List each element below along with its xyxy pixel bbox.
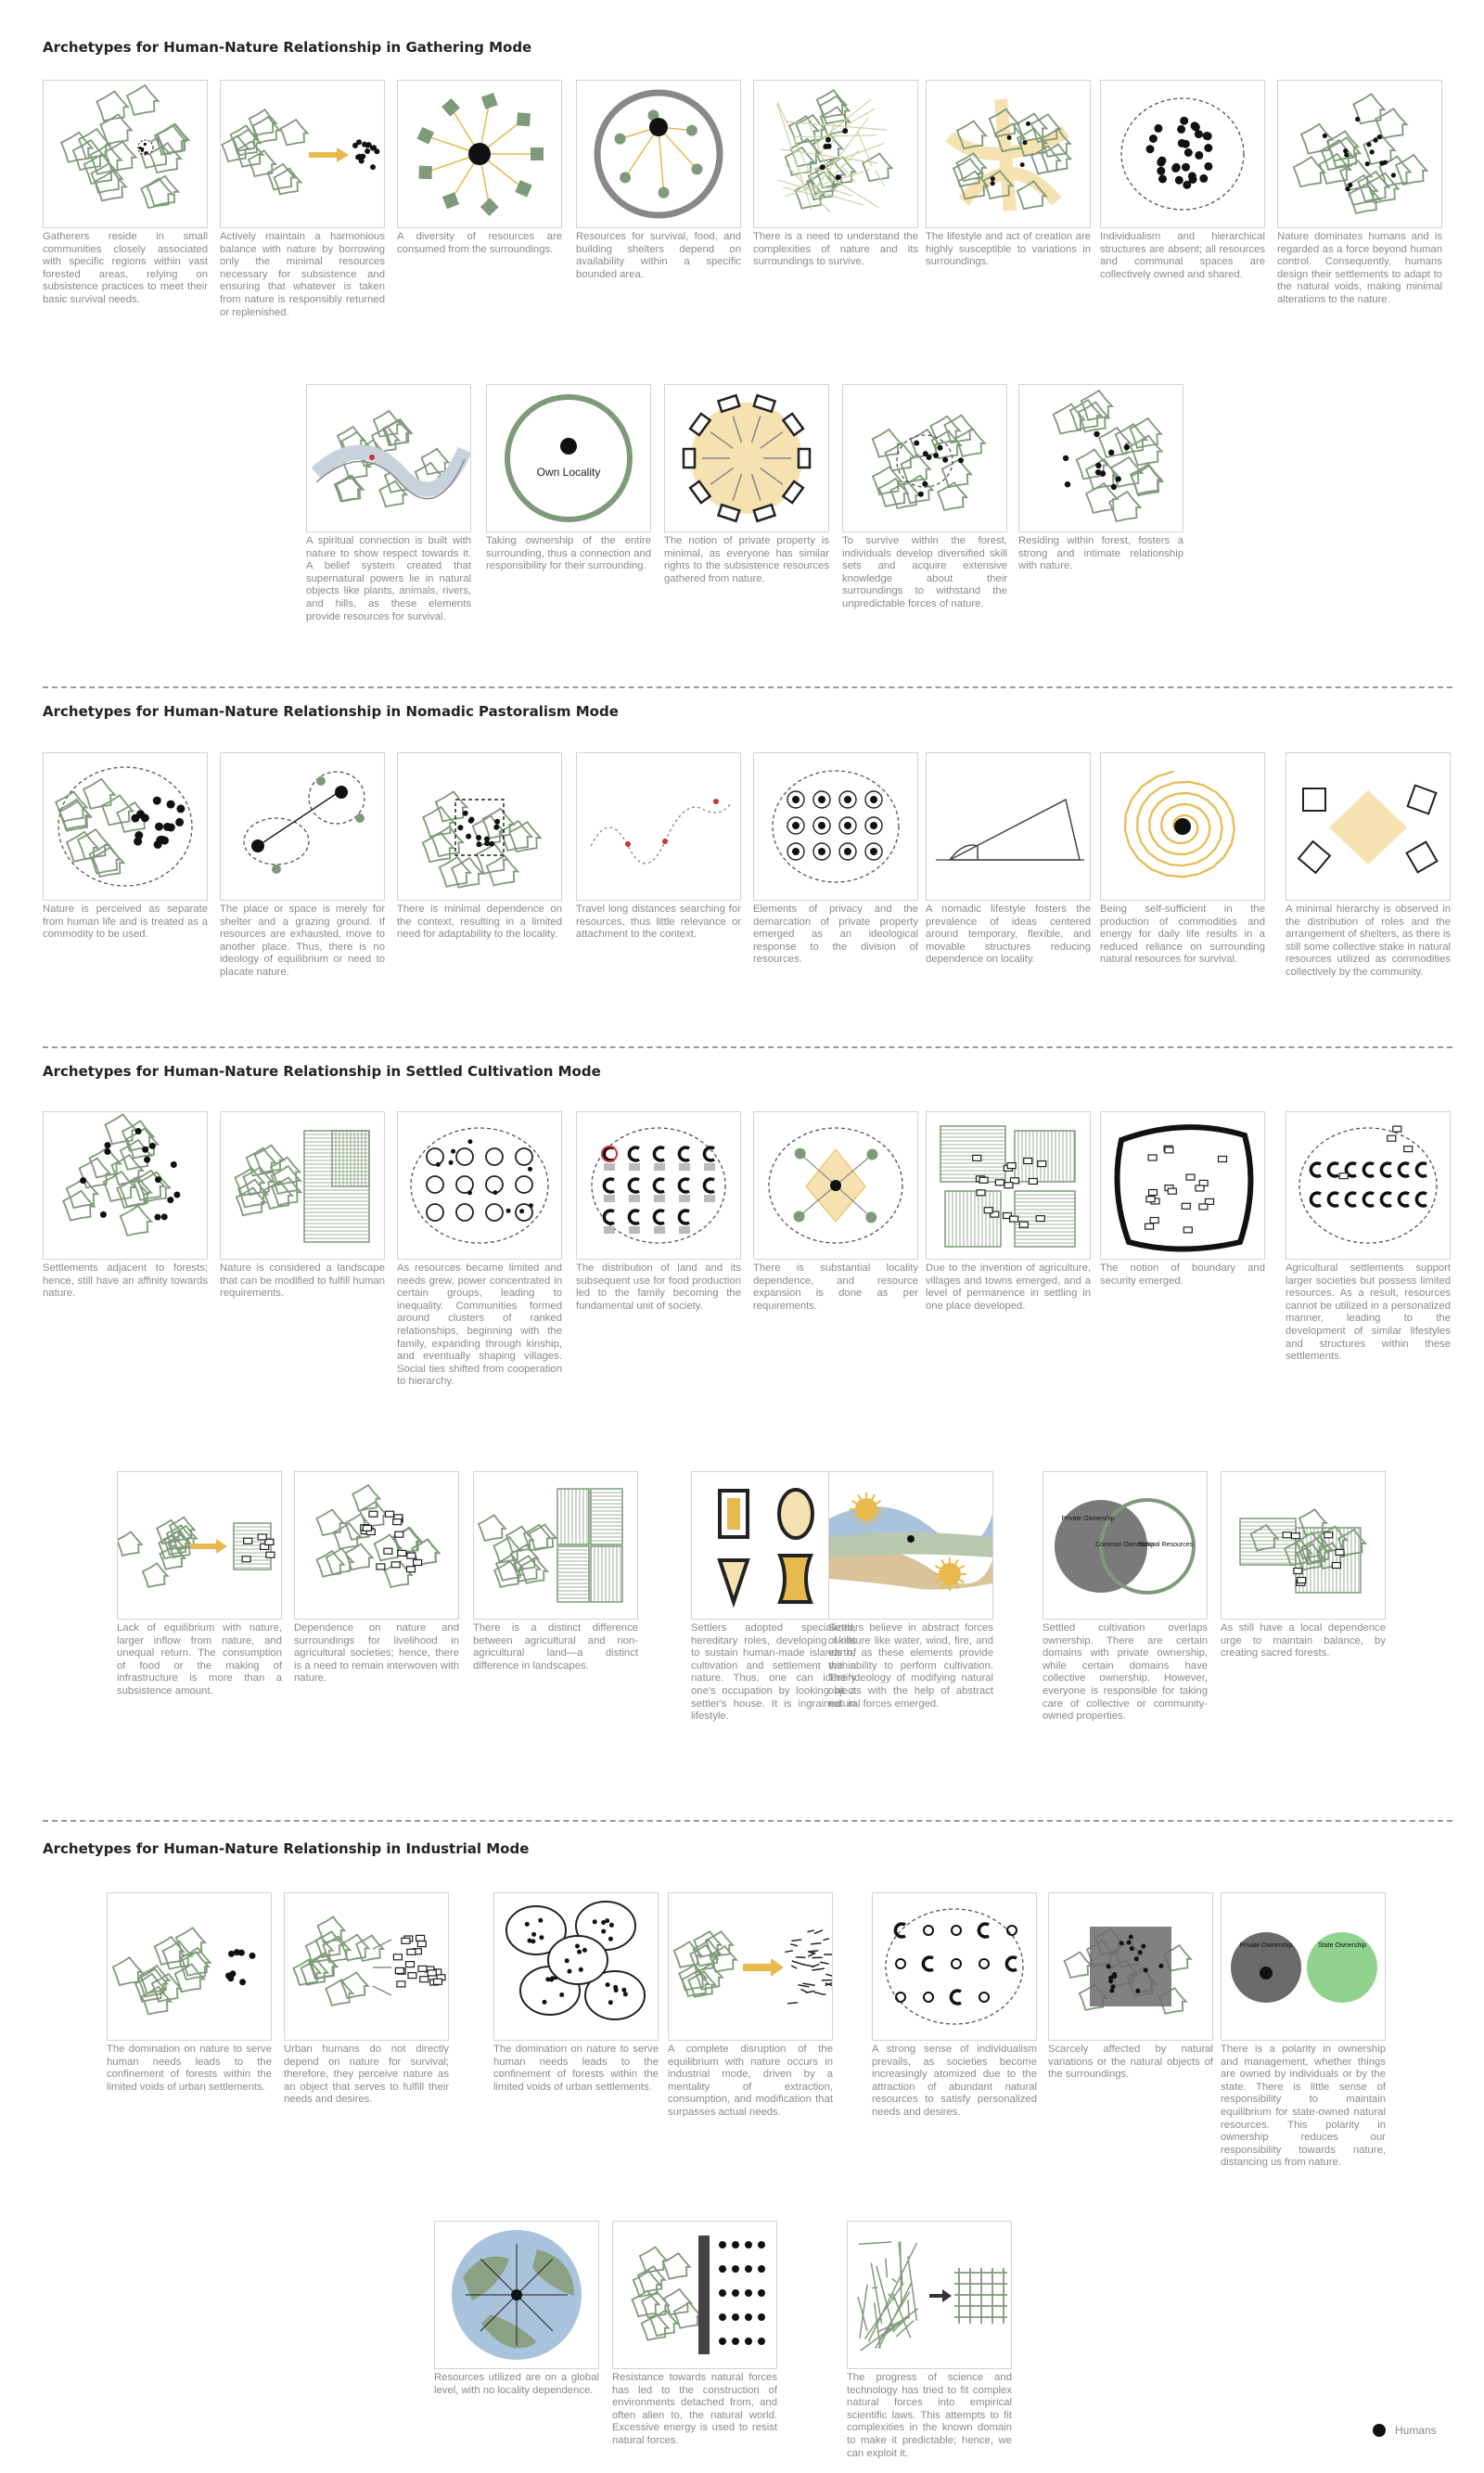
archetype-caption: Scarcely affected by natural variations or the natural objects of the surroundings. xyxy=(1048,2044,1213,2081)
archetype-card xyxy=(1048,1892,1213,2082)
archetype-caption: A spiritual connection is built with nature to show respect towards it. A belief system created that supernatural powers lie in natural objects like plants, animals, rivers, and hills, as these elements provide resources for survival. xyxy=(306,535,471,622)
archetype-card xyxy=(220,752,385,980)
dotted-cluster-icon xyxy=(1100,80,1265,228)
archetype-caption: Travel long distances searching for resources, thus little relevance or attachment to the context. xyxy=(576,903,741,941)
archetype-card xyxy=(306,384,471,623)
modified-landscape-icon xyxy=(220,1111,385,1260)
extraction-icon xyxy=(668,1892,833,2041)
archetype-caption: Being self-sufficient in the production of commodities and energy for daily life results in a reduced reliance on surrounding natural resources for survival. xyxy=(1100,903,1265,966)
archetype-card xyxy=(107,1892,272,2094)
radial-resources-icon xyxy=(397,80,562,228)
venn-label-natural: Natural Resources xyxy=(1139,1542,1193,1548)
archetype-card xyxy=(43,1111,208,1301)
archetype-caption: The notion of private property is minimal, as everyone has similar rights to the subsistence resources gathered from nature. xyxy=(664,535,829,584)
archetype-card xyxy=(473,1471,638,1672)
urban-voids-icon xyxy=(493,1892,659,2041)
archetype-card xyxy=(664,384,829,585)
archetype-card xyxy=(1286,1111,1451,1364)
archetype-caption: Individualism and hierarchical structures are absent; all resources and communal spaces are collectively owned and shared. xyxy=(1100,231,1265,280)
interwoven-nature-icon xyxy=(294,1471,459,1620)
archetype-card xyxy=(43,752,208,942)
forest-adjacent-icon xyxy=(43,1111,208,1260)
boundary-icon xyxy=(1100,1111,1265,1260)
archetype-card xyxy=(486,384,651,573)
archetype-card xyxy=(397,80,562,256)
archetype-card xyxy=(872,1892,1037,2120)
archetype-card xyxy=(1018,384,1183,573)
archetype-caption: Due to the invention of agriculture, villages and towns emerged, and a level of permanence in settling in one place developed. xyxy=(926,1262,1091,1312)
archetype-caption: The domination on nature to serve human needs leads to the confinement of forests within the limited voids of urban settlements. xyxy=(493,2044,659,2093)
archetype-card xyxy=(612,2221,777,2448)
archetype-card xyxy=(847,2221,1012,2460)
tangled-lines-icon xyxy=(753,80,918,228)
archetype-caption: Elements of privacy and the demarcation of private property emerged as an ideological response to the division of resources. xyxy=(753,903,918,966)
shelter-diamond-icon xyxy=(1286,752,1451,901)
legend xyxy=(1373,2423,1437,2437)
archetype-caption: Nature is considered a landscape that can be modified to fulfill human requirements. xyxy=(220,1262,385,1300)
archetype-caption: As resources became limited and needs grew, power concentrated in certain groups, leading to inequality. Communities formed around clusters of ranked relationships, beginning with the family, expanding through kinship, and eventually shaping villages. Social ties shifted from cooperation to hierarchy. xyxy=(397,1262,562,1388)
section-title-gathering: Archetypes for Human-Nature Relationship in Gathering Mode xyxy=(43,39,532,56)
archetype-caption: Urban humans do not directly depend on nature for survival; therefore, they perceive nature as an object that serves to fulfill their needs and desires. xyxy=(284,2044,449,2106)
river-forest-icon xyxy=(306,384,471,532)
archetype-card xyxy=(753,80,918,269)
archetype-caption: A strong sense of individualism prevails, as societies become increasingly atomized due to the attraction of abundant natural resources to satisfy personalized needs and desires. xyxy=(872,2044,1037,2118)
bounded-area-icon xyxy=(576,80,741,228)
archetype-card xyxy=(576,1111,741,1313)
archetype-caption: Lack of equilibrium with nature, larger inflow from nature, and unequal return. The consumption of food or the making of infrastructure is more than a subsistence amount. xyxy=(117,1622,282,1697)
archetype-card xyxy=(397,1111,562,1389)
archetype-card xyxy=(1286,752,1451,980)
own-locality-icon xyxy=(486,384,651,532)
abstract-forces-icon xyxy=(828,1471,993,1620)
ownership-venn-icon xyxy=(1043,1471,1208,1620)
agri-land-icon xyxy=(473,1471,638,1620)
grid-order-icon xyxy=(847,2221,1012,2369)
section-divider xyxy=(43,686,1452,688)
archetype-card xyxy=(220,1111,385,1301)
yellow-paths-icon xyxy=(926,80,1091,228)
urban-perceive-icon xyxy=(284,1892,449,2041)
section-divider xyxy=(43,1820,1452,1822)
archetype-card xyxy=(926,80,1091,269)
archetype-card xyxy=(926,752,1091,967)
archetype-caption: Resources for survival, food, and building shelters depend on availability within a specific bounded area. xyxy=(576,231,741,280)
ranked-clusters-icon xyxy=(397,1111,562,1260)
archetype-caption: Nature is perceived as separate from human life and is treated as a commodity to be used. xyxy=(43,903,208,941)
archetype-caption: Actively maintain a harmonious balance with nature by borrowing only the minimal resources necessary for subsistence and ensuring that whatever is taken from nature is responsibly returned or replenished. xyxy=(220,231,385,318)
sacred-forest-icon xyxy=(1221,1471,1386,1620)
archetype-card xyxy=(753,752,918,967)
archetype-caption: Taking ownership of the entire surrounding, thus a connection and responsibility for their surrounding. xyxy=(486,535,651,572)
villages-towns-icon xyxy=(926,1111,1091,1260)
tent-icon xyxy=(926,752,1091,901)
forest-voids-icon xyxy=(1277,80,1442,228)
archetype-card xyxy=(1221,1892,1386,2170)
similar-lifestyles-icon xyxy=(1286,1111,1451,1260)
archetype-caption: Resistance towards natural forces has led to the construction of environments detached from, and often alien to, the natural world. Excessive energy is used to resist natural forces. xyxy=(612,2372,777,2446)
archetype-caption: There is a distinct difference between agricultural and non-agricultural land—a distinct difference in landscapes. xyxy=(473,1622,638,1672)
separate-commodity-icon xyxy=(43,752,208,901)
minimal-dependence-icon xyxy=(397,752,562,901)
individualism-icon xyxy=(872,1892,1037,2041)
archetype-card xyxy=(828,1471,993,1711)
archetype-card xyxy=(220,80,385,319)
unaffected-square-icon xyxy=(1048,1892,1213,2041)
shelter-grazing-icon xyxy=(220,752,385,901)
privacy-demarcation-icon xyxy=(753,752,918,901)
archetype-caption: There is a polarity in ownership and management, whether things are owned by individuals or by the state. There is little sense of responsibility to maintain equilibrium for state-owned natural resources. This polarity in ownership reduces our responsibility towards nature, distancing us from nature. xyxy=(1221,2044,1386,2169)
archetype-caption: The distribution of land and its subsequent use for food production led to the family becoming the fundamental unit of society. xyxy=(576,1262,741,1312)
travel-route-icon xyxy=(576,752,741,901)
spiral-icon xyxy=(1100,752,1265,901)
forest-dwellers-icon xyxy=(1018,384,1183,532)
archetype-card xyxy=(1100,1111,1265,1288)
archetype-caption: Residing within forest, fosters a strong and intimate relationship with nature. xyxy=(1018,535,1183,572)
archetype-card xyxy=(1043,1471,1208,1723)
archetype-card xyxy=(753,1111,918,1313)
archetype-caption: Settlements adjacent to forests; hence, still have an affinity towards nature. xyxy=(43,1262,208,1300)
archetype-caption: The lifestyle and act of creation are highly susceptible to variations in surroundings. xyxy=(926,231,1091,268)
archetype-caption: There is substantial locality dependence, and resource expansion is done as per requirements. xyxy=(753,1262,918,1312)
venn-label-private: Private Ownership xyxy=(1061,1516,1115,1522)
resistance-wall-icon xyxy=(612,2221,777,2369)
ownership-polarity-icon xyxy=(1221,1892,1386,2041)
archetype-card xyxy=(43,80,208,307)
archetype-caption: Nature dominates humans and is regarded as a force beyond human control. Consequently, humans design their settlements to adapt to the natural voids, making minimal alterations to the nature. xyxy=(1277,231,1442,305)
humans-dot-icon xyxy=(1373,2424,1386,2437)
archetype-caption: The progress of science and technology has tried to fit complex natural forces into empirical scientific laws. This attempts to fit complexities in the known domain to make it predictable; hence, we can exploit it. xyxy=(847,2372,1012,2459)
global-globe-icon xyxy=(434,2221,599,2369)
archetype-card xyxy=(434,2221,599,2397)
forest-skills-icon xyxy=(842,384,1007,532)
polarity-label-state: State Ownership xyxy=(1318,1942,1366,1949)
archetype-caption: There is a need to understand the complexities of nature and its surroundings to survive. xyxy=(753,231,918,268)
section-title-industrial: Archetypes for Human-Nature Relationship in Industrial Mode xyxy=(43,1840,530,1857)
forest-arrow-icon xyxy=(220,80,385,228)
archetype-caption: As still have a local dependence urge to maintain balance, by creating sacred forests. xyxy=(1221,1622,1386,1659)
section-title-nomadic: Archetypes for Human-Nature Relationship in Nomadic Pastoralism Mode xyxy=(43,703,619,720)
archetype-card xyxy=(842,384,1007,611)
archetype-caption: There is minimal dependence on the context, resulting in a limited need for adaptability to the locality. xyxy=(397,903,562,941)
archetype-card xyxy=(1221,1471,1386,1660)
archetype-caption: Dependence on nature and surroundings for livelihood in agricultural societies; hence, there is a need to remain interwoven with nature. xyxy=(294,1622,459,1685)
unequal-return-icon xyxy=(117,1471,282,1620)
archetype-caption: A diversity of resources are consumed from the surroundings. xyxy=(397,231,562,255)
archetype-caption: A minimal hierarchy is observed in the distribution of roles and the arrangement of shelters, as there is still some collective stake in natural resources utilized as commodities collectively by the community. xyxy=(1286,903,1451,978)
archetype-card xyxy=(397,752,562,942)
archetype-card xyxy=(1100,80,1265,281)
locality-dependence-icon xyxy=(753,1111,918,1260)
archetype-caption: Settled cultivation overlaps ownership. There are certain domains with private ownership, while certain domains have collective ownership. However, everyone is responsible for taking care of collective or community-owned properties. xyxy=(1043,1622,1208,1723)
dense-forest-icon xyxy=(43,80,208,228)
archetype-caption: A nomadic lifestyle fosters the prevalence of ideas centered around temporary, flexible, and movable structures reducing dependence on locality. xyxy=(926,903,1091,966)
archetype-card xyxy=(668,1892,833,2120)
archetype-caption: The notion of boundary and security emerged. xyxy=(1100,1262,1265,1287)
archetype-caption: Agricultural settlements support larger societies but possess limited resources. As a result, resources cannot be utilized in a personalized manner, leading to the development of similar lifestyles and structures within these settlements. xyxy=(1286,1262,1451,1363)
section-title-cultivation: Archetypes for Human-Nature Relationship in Settled Cultivation Mode xyxy=(43,1063,601,1080)
archetype-caption: To survive within the forest, individuals develop diversified skill sets and acquire extensive knowledge about their surroundings to withstand the unpredictable forces of nature. xyxy=(842,535,1007,609)
legend-label: Humans xyxy=(1395,2423,1437,2437)
archetype-card xyxy=(576,80,741,281)
polarity-label-private: Private Ownership xyxy=(1239,1942,1293,1949)
own-locality-label: Own Locality xyxy=(536,466,601,479)
archetype-caption: The place or space is merely for shelter and a grazing ground. If resources are exhausted, move to another place. Thus, there is no ideology of equilibrium or need to placate nature. xyxy=(220,903,385,978)
section-divider xyxy=(43,1046,1452,1048)
confined-forest-icon xyxy=(107,1892,272,2041)
archetype-caption: Gatherers reside in small communities closely associated with specific regions within vast forested areas, relying on subsistence practices to meet their basic survival needs. xyxy=(43,231,208,305)
archetype-card xyxy=(576,752,741,942)
archetype-caption: Settlers believe in abstract forces of nature like water, wind, fire, and earth, as these elements provide the ability to perform cultivation. The ideology of modifying natural objects with the help of abstract natural forces emerged. xyxy=(828,1622,993,1710)
archetype-card xyxy=(284,1892,449,2107)
archetype-card xyxy=(1277,80,1442,307)
archetype-card xyxy=(926,1111,1091,1313)
archetype-card xyxy=(493,1892,659,2094)
gathering-ring-icon xyxy=(664,384,829,532)
archetype-caption: The domination on nature to serve human needs leads to the confinement of forests within the limited voids of urban settlements. xyxy=(107,2044,272,2093)
archetype-caption: Resources utilized are on a global level, with no locality dependence. xyxy=(434,2372,599,2396)
archetype-caption: A complete disruption of the equilibrium with nature occurs in industrial mode, driven by a mentality of extraction, consumption, and modification that surpasses actual needs. xyxy=(668,2044,833,2118)
archetype-card xyxy=(117,1471,282,1698)
archetype-card xyxy=(1100,752,1265,967)
archetype-card xyxy=(294,1471,459,1685)
archetype-caption: Settlers adopted specialized, hereditary roles, developing skills to sustain human-made islands of cultivation and settlement within nature. Thus, one can identify one's occupation by looking at a settler's house. It is ingrained in lifestyle. xyxy=(691,1622,856,1723)
venn-label-common: Common Ownership xyxy=(1095,1542,1155,1548)
family-production-icon xyxy=(576,1111,741,1260)
